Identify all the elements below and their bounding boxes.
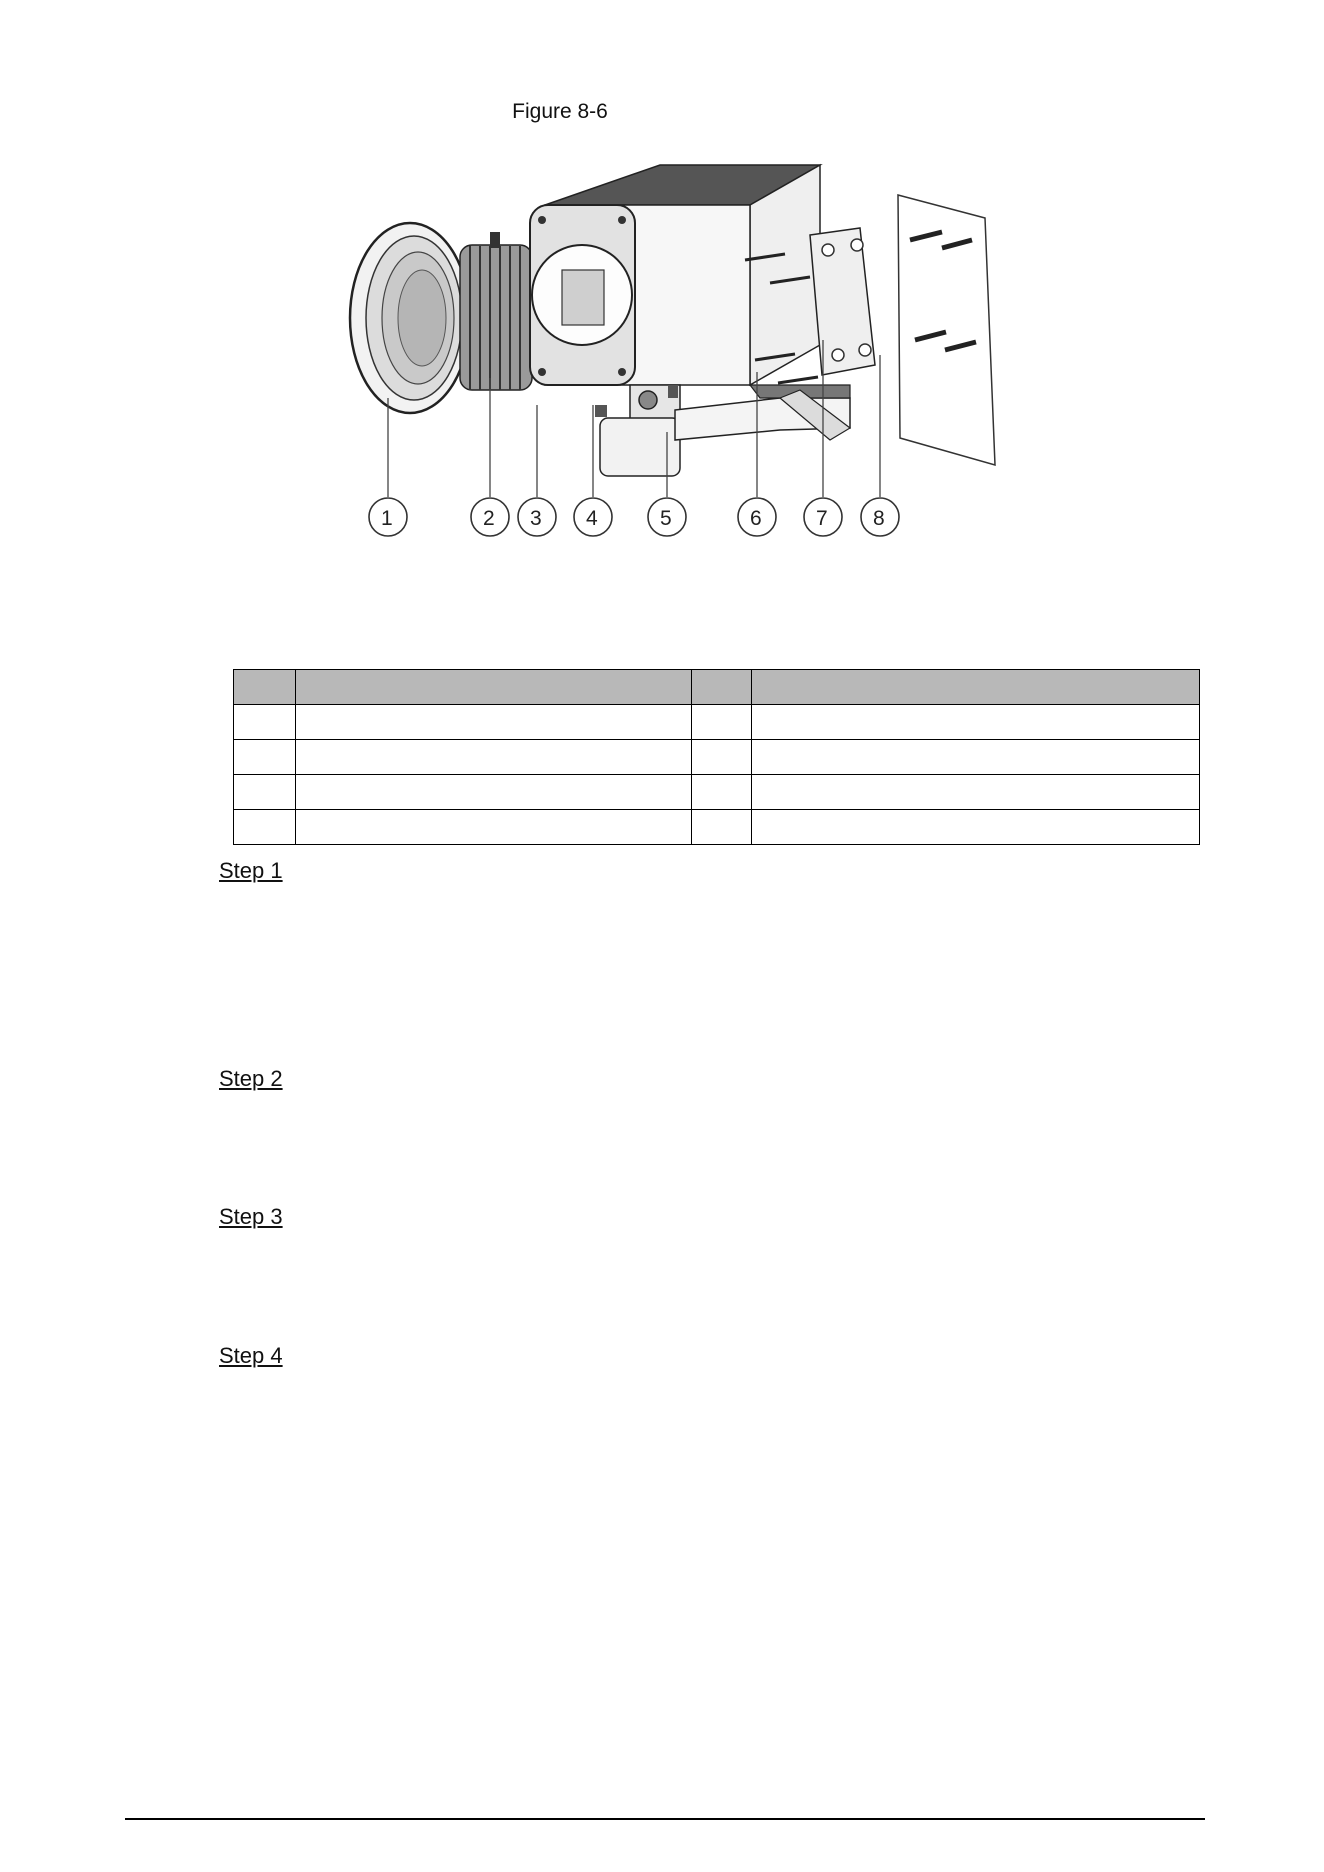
table-cell [752,810,1200,845]
footer-rule [125,1818,1205,1820]
table-row [234,705,1200,740]
camera-installation-figure [330,150,1090,600]
table-cell [234,705,296,740]
header-cell [234,670,296,705]
callout-7 [804,498,842,536]
svg-text:1: 1 [381,507,393,530]
table-cell [752,740,1200,775]
callout-3 [518,498,556,536]
callout-6 [738,498,776,536]
mounting-bracket [595,385,850,476]
table-cell [234,775,296,810]
table-row [234,810,1200,845]
header-cell [296,670,692,705]
svg-text:8: 8 [873,507,885,530]
svg-text:2: 2 [483,507,495,530]
callout-8 [861,498,899,536]
header-cell [692,670,752,705]
header-cell [752,670,1200,705]
lens-barrel [460,232,532,390]
table-cell [296,705,692,740]
step-4-heading: Step 4 [219,1343,283,1368]
step-3-heading: Step 3 [219,1204,283,1229]
callout-5 [648,498,686,536]
svg-text:3: 3 [530,507,542,530]
svg-text:5: 5 [660,507,672,530]
figure-caption: Figure 8-6 [512,100,608,123]
table-header-row [234,670,1200,705]
step-2-heading: Step 2 [219,1066,283,1091]
table-row [234,740,1200,775]
table-cell [692,810,752,845]
table-cell [234,740,296,775]
callout-2 [471,498,509,536]
table-cell [752,775,1200,810]
callout-1 [369,498,407,536]
svg-text:6: 6 [750,507,762,530]
table-row [234,775,1200,810]
table-cell [692,775,752,810]
wall-board [898,195,995,465]
table-cell [692,740,752,775]
table-cell [296,810,692,845]
table-cell [234,810,296,845]
table-cell [692,705,752,740]
lens-hood [350,223,470,413]
parts-table [233,669,1200,845]
camera-body [530,165,820,385]
table-cell [752,705,1200,740]
wall-plate [810,228,875,375]
step-1-heading: Step 1 [219,858,283,883]
table-cell [296,740,692,775]
camera-exploded-diagram [330,150,1090,600]
table-cell [296,775,692,810]
callout-4 [574,498,612,536]
svg-text:7: 7 [816,507,828,530]
svg-text:4: 4 [586,507,598,530]
